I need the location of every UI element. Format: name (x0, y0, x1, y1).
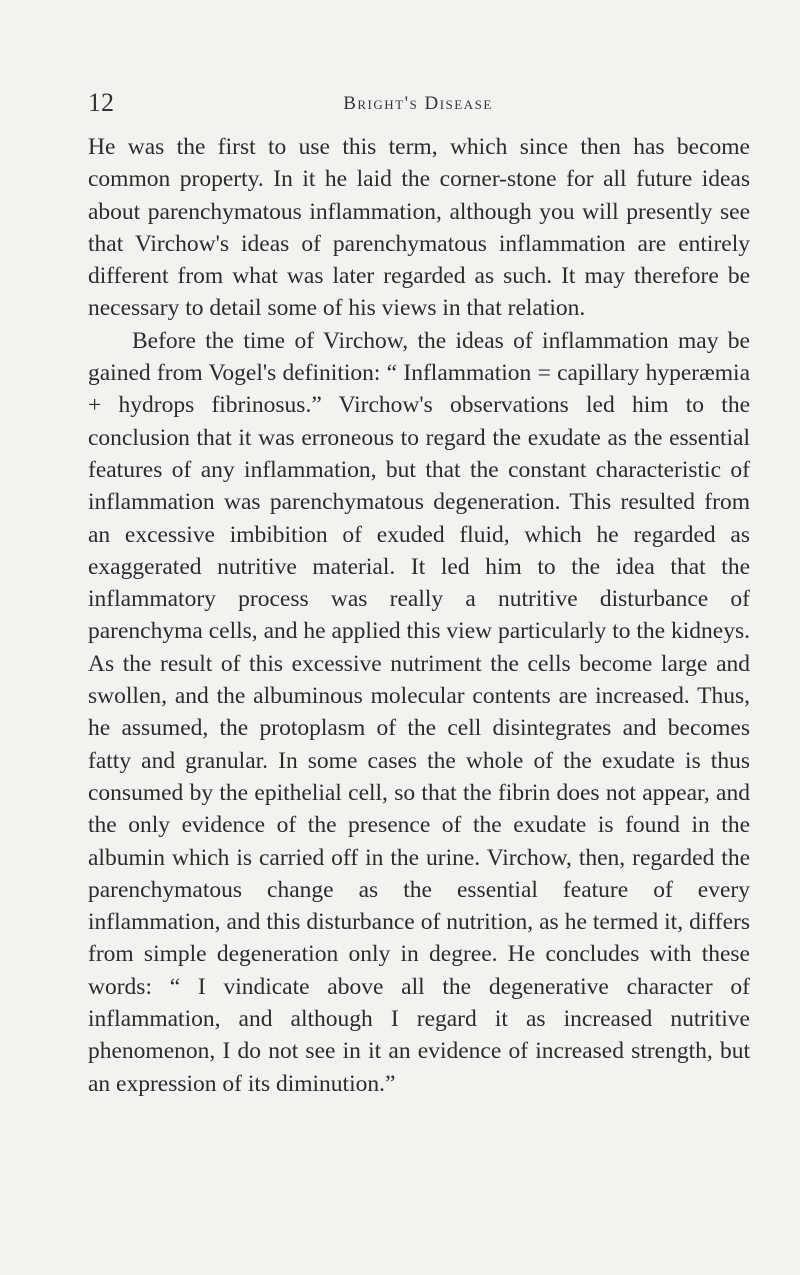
page-number: 12 (88, 88, 114, 117)
body-text (88, 131, 750, 1100)
paragraph: He was the first to use this term, which since then has become common property. In it he laid the corner-stone for all future ideas about parenchymatous inflammation, although you will presently see that Virchow's ideas of parenchymatous inflammation are entirely different from what was later regarded as such. It may therefore be necessary to detail some of his views in that relation. (88, 134, 750, 322)
paragraph: Before the time of Virchow, the ideas of inflammation may be gained from Vogel's definition: “ Inflammation = capillary hyperæmia + hydrops fibrinosus.” Virchow's observations led him to the conclusion that it was erroneous to regard the exudate as the essential features of any inflammation, but that the constant characteristic of inflammation was parenchymatous degeneration. This resulted from an excessive imbibition of exuded fluid, which he regarded as exaggerated nutritive material. It led him to the idea that the inflammatory process was really a nutritive disturbance of parenchyma cells, and he applied this view particularly to the kidneys. As the result of this excessive nutriment the cells become large and swollen, and the albuminous molecular contents are increased. Thus, he assumed, the protoplasm of the cell disintegrates and becomes fatty and granular. In some cases the whole of the exudate is thus consumed by the epithelial cell, so that the fibrin does not appear, and the only evidence of the presence of the exudate is found in the albumin which is carried off in the urine. Virchow, then, regarded the parenchymatous change as the essential feature of every inflammation, and this disturbance of nutrition, as he termed it, differs from simple degeneration only in degree. He concludes with these words: “ I vindicate above all the degenerative character of inflammation, and although I regard it as increased nutritive phenomenon, I do not see in it an evidence of increased strength, but an expression of its diminution.” (88, 327, 750, 1097)
running-title: Bright's Disease (343, 93, 493, 114)
running-head (88, 88, 748, 118)
